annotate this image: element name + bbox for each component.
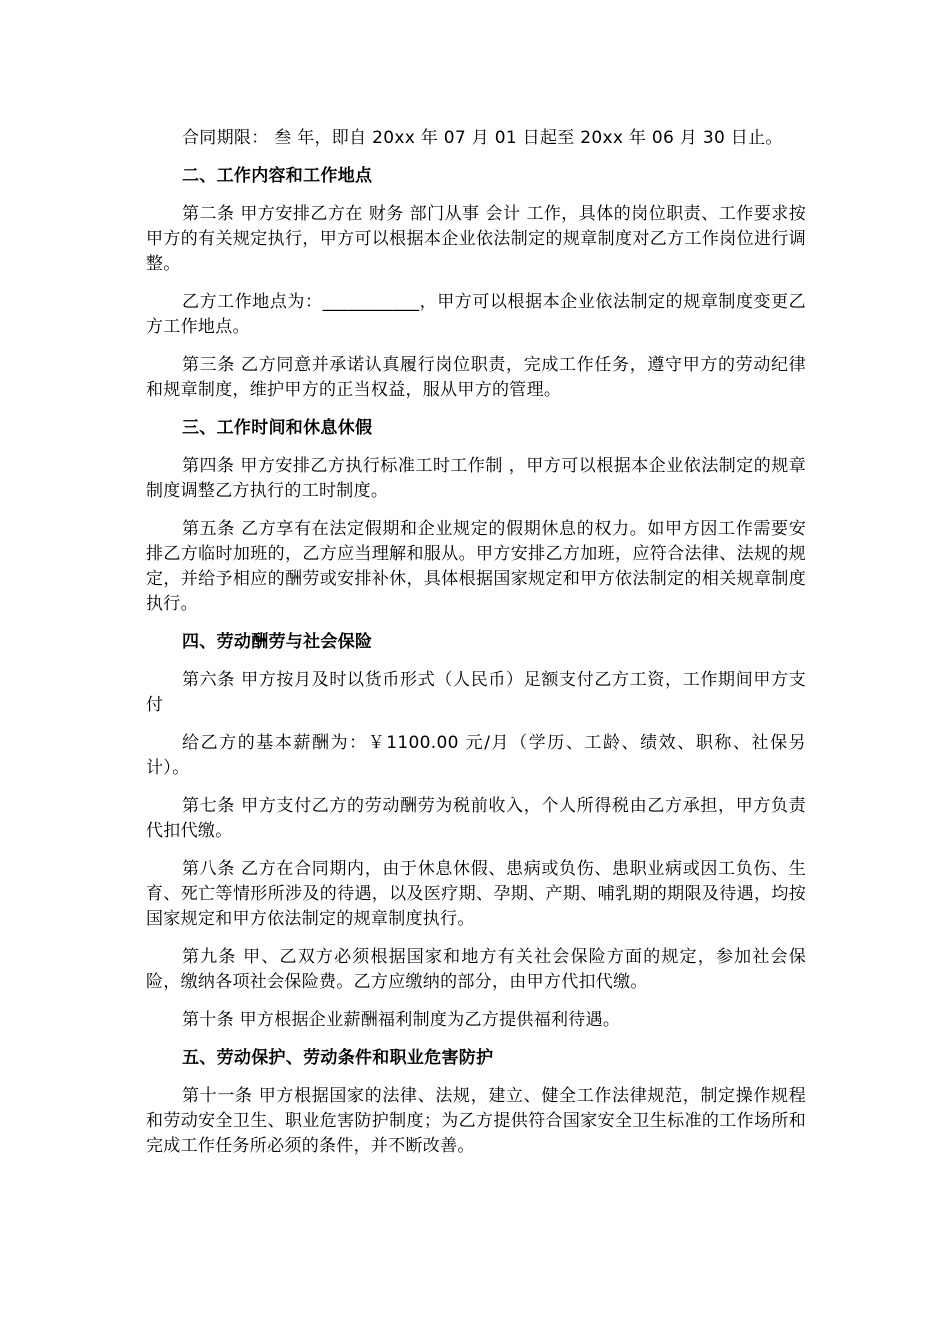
- article-8-paragraph: 第八条 乙方在合同期内，由于休息休假、患病或负伤、患职业病或因工负伤、生育、死亡等情形所涉及的待遇，以及医疗期、孕期、产期、哺乳期的期限及待遇，均按国家规定和甲方依法制定的规章制度执行。: [146, 859, 806, 929]
- article-6-paragraph: 第六条 甲方按月及时以货币形式（人民币）足额支付乙方工资，工作期间甲方支付: [146, 670, 806, 715]
- article-7-paragraph: 第七条 甲方支付乙方的劳动酬劳为税前收入，个人所得税由乙方承担，甲方负责代扣代缴。: [146, 796, 806, 841]
- article-4-paragraph: 第四条 甲方安排乙方执行标准工时工作制 ，甲方可以根据本企业依法制定的规章制度调整乙方执行的工时制度。: [146, 456, 806, 501]
- article-11-paragraph: 第十一条 甲方根据国家的法律、法规，建立、健全工作法律规范，制定操作规程和劳动安全卫生、职业危害防护制度；为乙方提供符合国家安全卫生标准的工作场所和完成工作任务所必须的条件，并不断改善。: [146, 1086, 806, 1156]
- article-3-paragraph: 第三条 乙方同意并承诺认真履行岗位职责，完成工作任务，遵守甲方的劳动纪律和规章制度，维护甲方的正当权益，服从甲方的管理。: [146, 355, 806, 400]
- section-heading-remuneration: 四、劳动酬劳与社会保险: [182, 632, 373, 652]
- section-heading-work-content: 二、工作内容和工作地点: [182, 166, 373, 186]
- base-salary-paragraph: 给乙方的基本薪酬为：￥1100.00 元/月（学历、工龄、绩效、职称、社保另计）。: [146, 733, 806, 778]
- article-5-paragraph: 第五条 乙方享有在法定假期和企业规定的假期休息的权力。如甲方因工作需要安排乙方临时加班的，乙方应当理解和服从。甲方安排乙方加班，应符合法律、法规的规定，并给予相应的酬劳或安排补休，具体根据国家规定和甲方依法制定的相关规章制度执行。: [146, 519, 806, 614]
- article-2-paragraph: 第二条 甲方安排乙方在 财务 部门从事 会计 工作，具体的岗位职责、工作要求按甲方的有关规定执行，甲方可以根据本企业依法制定的规章制度对乙方工作岗位进行调整。: [146, 204, 806, 274]
- article-10-paragraph: 第十条 甲方根据企业薪酬福利制度为乙方提供福利待遇。: [182, 1010, 621, 1030]
- contract-term-paragraph: 合同期限： 叁 年，即自 20xx 年 07 月 01 日起至 20xx 年 06 月 30 日止。: [182, 128, 783, 148]
- work-location-paragraph: 乙方工作地点为：___________，甲方可以根据本企业依法制定的规章制度变更乙方工作地点。: [146, 292, 806, 337]
- section-heading-labor-protection: 五、劳动保护、劳动条件和职业危害防护: [182, 1048, 494, 1068]
- article-9-paragraph: 第九条 甲、乙双方必须根据国家和地方有关社会保险方面的规定，参加社会保险，缴纳各项社会保险费。乙方应缴纳的部分，由甲方代扣代缴。: [146, 947, 806, 992]
- section-heading-work-hours: 三、工作时间和休息休假: [182, 418, 373, 438]
- document-page: [146, 126, 806, 1172]
